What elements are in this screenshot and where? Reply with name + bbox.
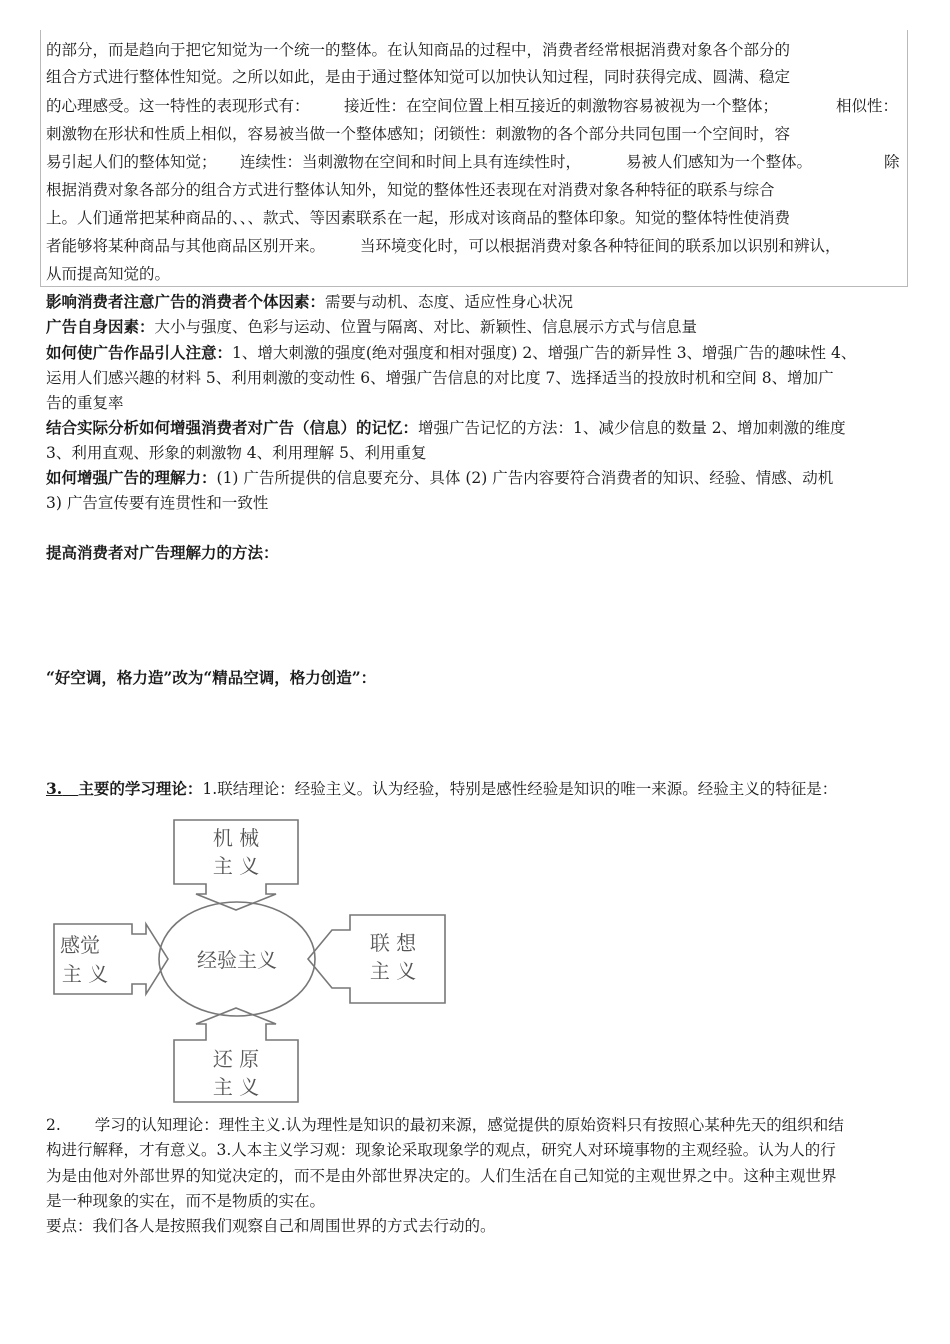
qa-3-text: 1、增大刺激的强度(绝对强度和相对强度) 2、增强广告的新异性 3、增强广告的趣味性 4、 [232, 344, 857, 362]
top-label-2: 主 义 [212, 854, 260, 878]
footer-para-1-line-3: 为是由他对外部世界的知觉决定的，而不是由外部世界决定的。人们生活在自己知觉的主观世界之中。这种主观世界 [46, 1167, 837, 1185]
box-line-6: 根据消费对象各部分的组合方式进行整体认知外，知觉的整体性还表现在对消费对象各种特征的联系与综合 [46, 181, 775, 199]
qa-5-text: (1) 广告所提供的信息要充分、具体 (2) 广告内容要符合消费者的知识、经验、情感、动机 [216, 469, 834, 487]
qa-3-line-2: 运用人们感兴趣的材料 5、利用刺激的变动性 6、增强广告信息的对比度 7、选择适当的投放时机和空间 8、增加广 [46, 369, 834, 387]
qa-4-label: 结合实际分析如何增强消费者对广告（信息）的记忆： [46, 418, 419, 437]
section-3-text: 1.联结理论：经验主义。认为经验，特别是感性经验是知识的唯一来源。经验主义的特征是： [202, 780, 838, 798]
box-line-9: 从而提高知觉的。 [46, 265, 171, 283]
qa-6-heading: 提高消费者对广告理解力的方法： [46, 543, 279, 562]
bottom-label-2: 主 义 [212, 1075, 260, 1099]
section-3-label: 主要的学习理论： [78, 779, 203, 798]
box-line-4: 刺激物在形状和性质上相似，容易被当做一个整体感知；闭锁性：刺激物的各个部分共同包围一个空间时，容 [46, 125, 791, 143]
box-line-3a: 的心理感受。这一特性的表现形式有： [46, 97, 310, 115]
box-line-8a: 者能够将某种商品与其他商品区别开来。 [46, 237, 326, 255]
qa-3 [46, 343, 856, 363]
qa-2 [46, 317, 697, 337]
qa-1-label: 影响消费者注意广告的消费者个体因素： [46, 292, 326, 311]
bottom-label-1: 还 原 [212, 1047, 260, 1071]
footer-para-1-line-4: 是一种现象的实在，而不是物质的实在。 [46, 1192, 326, 1210]
qa-5-label: 如何增强广告的理解力： [46, 468, 217, 487]
box-line-5d: 除 [884, 153, 900, 171]
top-label-1: 机 械 [212, 826, 260, 850]
center-label: 经验主义 [197, 948, 277, 972]
box-line-5b: 连续性：当刺激物在空间和时间上具有连续性时， [240, 153, 582, 171]
right-label-1: 联 想 [369, 931, 417, 955]
qa-2-label: 广告自身因素： [46, 317, 155, 336]
qa-4 [46, 418, 846, 438]
left-label-1: 感觉 [60, 933, 100, 957]
right-label-2: 主 义 [369, 959, 417, 983]
section-3-number: 3. [46, 779, 63, 798]
qa-5-line-2: 3) 广告宣传要有连贯性和一致性 [46, 494, 269, 512]
qa-3-line-3: 告的重复率 [46, 394, 124, 412]
footer-para-1-number: 2. [46, 1116, 61, 1134]
qa-2-text: 大小与强度、色彩与运动、位置与隔离、对比、新颖性、信息展示方式与信息量 [154, 318, 698, 336]
qa-1 [46, 292, 573, 312]
qa-4-line-2: 3、利用直观、形象的刺激物 4、利用理解 5、利用重复 [46, 444, 427, 462]
box-line-3b: 接近性：在空间位置上相互接近的刺激物容易被视为一个整体； [344, 97, 779, 115]
box-line-1: 的部分，而是趋向于把它知觉为一个统一的整体。在认知商品的过程中，消费者经常根据消费对象各个部分的 [46, 41, 791, 59]
qa-3-label: 如何使广告作品引人注意： [46, 343, 233, 362]
box-line-3c: 相似性： [836, 97, 899, 115]
footer-para-1-line-2: 构进行解释，才有意义。3.人本主义学习观：现象论采取现象学的观点，研究人对环境事物的主观经验。认为人的行 [46, 1141, 836, 1159]
footer-para-1-line-1 [46, 1115, 844, 1135]
footer-para-1-text-1: 学习的认知理论：理性主义.认为理性是知识的最初来源，感觉提供的原始资料只有按照心某种先天的组织和结 [94, 1116, 844, 1134]
box-line-5a: 易引起人们的整体知觉； [46, 153, 217, 171]
left-label-2: 主 义 [61, 962, 109, 986]
section-3 [46, 779, 837, 799]
qa-4-text: 增强广告记忆的方法：1、减少信息的数量 2、增加刺激的维度 [418, 419, 846, 437]
box-line-8b: 当环境变化时，可以根据消费对象各种特征间的联系加以识别和辨认， [360, 237, 841, 255]
box-line-5c: 易被人们感知为一个整体。 [626, 153, 813, 171]
empiricism-diagram [40, 812, 460, 1112]
qa-1-text: 需要与动机、态度、适应性身心状况 [325, 293, 574, 311]
qa-7-heading: “好空调，格力造”改为“精品空调，格力创造”： [46, 668, 377, 687]
box-line-7: 上。人们通常把某种商品的、、、款式、等因素联系在一起，形成对该商品的整体印象。知觉的整体特性使消费 [46, 209, 791, 227]
footer-para-2: 要点：我们各人是按照我们观察自己和周围世界的方式去行动的。 [46, 1217, 496, 1235]
qa-5 [46, 468, 833, 488]
box-line-2: 组合方式进行整体性知觉。之所以如此，是由于通过整体知觉可以加快认知过程，同时获得完成、圆满、稳定 [46, 68, 791, 86]
